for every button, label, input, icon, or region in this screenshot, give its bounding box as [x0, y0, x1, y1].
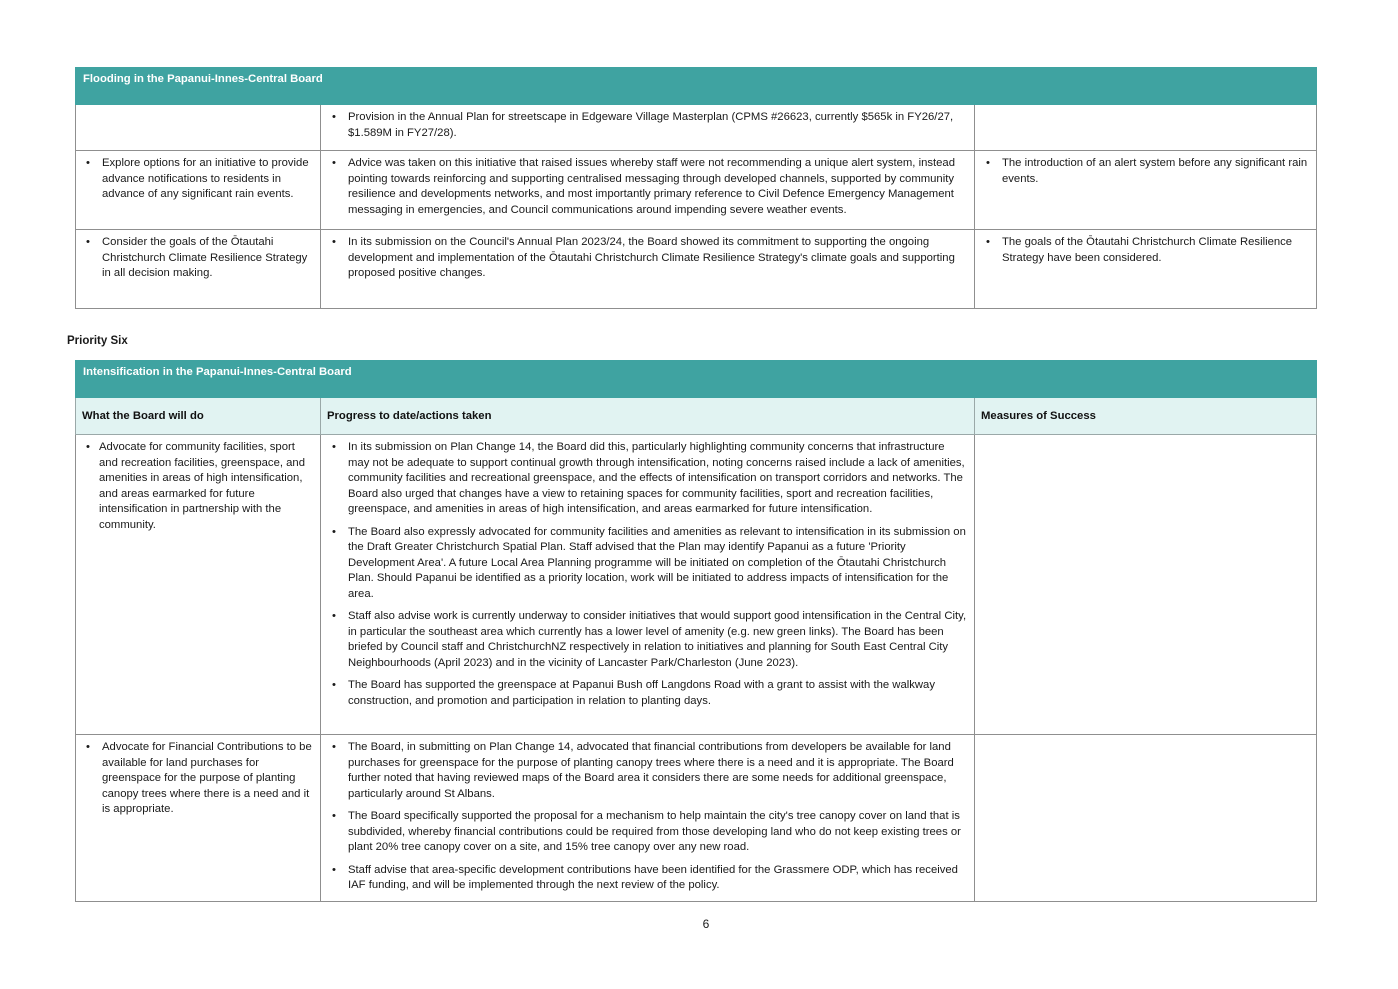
list-item: • Provision in the Annual Plan for streetscape in Edgeware Village Masterplan (CPMS #26623, currently $565k in FY26/27, $1.589M in FY27/28).	[348, 110, 968, 141]
section-heading: Priority Six	[67, 335, 128, 347]
column-header: What the Board will do	[76, 398, 321, 435]
bullet-list	[82, 740, 316, 818]
bullet-list	[981, 156, 1310, 187]
page-number: 6	[702, 917, 710, 931]
column-header: Progress to date/actions taken	[321, 398, 975, 435]
table-row	[76, 151, 1317, 230]
do-cell	[76, 735, 321, 902]
table-title: Intensification in the Papanui-Innes-Central Board	[76, 361, 1317, 398]
list-item: • Staff advise that area-specific development contributions have been identified for the Grassmere ODP, which has received IAF funding, and will be implemented through the next review of the policy.	[348, 863, 968, 894]
measures-cell	[975, 735, 1317, 902]
table-row	[76, 105, 1317, 151]
bullet-list	[82, 235, 310, 282]
bullet-list	[82, 440, 310, 533]
flooding-table	[75, 67, 1317, 309]
list-item: • Staff also advise work is currently underway to consider initiatives that would support good intensification in the Central City, in particular the southeast area which currently has a lower level of amenity (e.g. new green links). The Board has been briefed by Council staff and ChristchurchNZ respectively in relation to initiatives and planning for South East Central City Neighbourhoods (April 2023) and in the vicinity of Lancaster Park/Charleston (June 2023).	[348, 609, 968, 671]
progress-cell	[321, 151, 975, 230]
list-item: • The introduction of an alert system before any significant rain events.	[1002, 156, 1310, 187]
list-item: • In its submission on Plan Change 14, the Board did this, particularly highlighting community concerns that infrastructure may not be adequate to support continual growth through intensification, noting concerns raised include a lack of amenities, community facilities and recreational greenspace, and the effects of intensification on transport corridors and networks. The Board also urged that changes have a view to retaining spaces for community facilities, sport and recreation facilities, greenspace, and amenities in areas of high intensification, and areas earmarked for future intensification.	[348, 440, 968, 518]
list-item: • Advocate for community facilities, sport and recreation facilities, greenspace, and amenities in areas of high intensification, and areas earmarked for future intensification in partnership with the community.	[99, 440, 310, 533]
list-item: • Consider the goals of the Ōtautahi Christchurch Climate Resilience Strategy in all decision making.	[102, 235, 310, 282]
list-item: • Advocate for Financial Contributions to be available for land purchases for greenspace for the purpose of planting canopy trees where there is a need and it is appropriate.	[102, 740, 316, 818]
table-title: Flooding in the Papanui-Innes-Central Board	[76, 68, 1317, 105]
bullet-list	[327, 740, 968, 894]
bullet-list	[327, 440, 968, 709]
do-cell	[76, 105, 321, 151]
table-title-row	[76, 68, 1317, 105]
list-item: • The Board, in submitting on Plan Change 14, advocated that financial contributions from developers be available for land purchases for greenspace for the purpose of planting canopy trees where there is a need and it is appropriate. The Board further noted that having reviewed maps of the Board area it considers there are some needs for additional greenspace, particularly around St Albans.	[348, 740, 968, 802]
do-cell	[76, 230, 321, 309]
table-row	[76, 435, 1317, 735]
table-row	[76, 735, 1317, 902]
list-item: • In its submission on the Council's Annual Plan 2023/24, the Board showed its commitment to supporting the ongoing development and implementation of the Ōtautahi Christchurch Climate Resilience Strategy's climate goals and supporting proposed positive changes.	[348, 235, 968, 282]
progress-cell	[321, 105, 975, 151]
intensification-table	[75, 360, 1317, 902]
column-header: Measures of Success	[975, 398, 1317, 435]
list-item: • Advice was taken on this initiative that raised issues whereby staff were not recommending a unique alert system, instead pointing towards reinforcing and supporting centralised messaging through developed channels, supported by community resilience and developments networks, and most importantly primary reference to Civil Defence Emergency Management messaging in emergencies, and Council communications around impending severe weather events.	[348, 156, 968, 218]
progress-cell	[321, 735, 975, 902]
list-item: • The Board also expressly advocated for community facilities and amenities as relevant to intensification in its submission on the Draft Greater Christchurch Spatial Plan. Staff advised that the Plan may identify Papanui as a future 'Priority Development Area'. A future Local Area Planning programme will be initiated on completion of the Ōtautahi Christchurch Plan. Should Papanui be identified as a priority location, work will be initiated to address impacts of intensification for the area.	[348, 525, 968, 603]
bullet-list	[327, 156, 968, 218]
list-item: • Explore options for an initiative to provide advance notifications to residents in advance of any significant rain events.	[102, 156, 310, 203]
measures-cell	[975, 435, 1317, 735]
table-row	[76, 230, 1317, 309]
bullet-list	[82, 156, 310, 203]
bullet-list	[981, 235, 1310, 266]
measures-cell	[975, 230, 1317, 309]
measures-cell	[975, 105, 1317, 151]
progress-cell	[321, 435, 975, 735]
bullet-list	[327, 110, 968, 141]
do-cell	[76, 151, 321, 230]
progress-cell	[321, 230, 975, 309]
do-cell	[76, 435, 321, 735]
list-item: • The Board has supported the greenspace at Papanui Bush off Langdons Road with a grant to assist with the walkway construction, and promotion and participation in relation to planting days.	[348, 678, 968, 709]
bullet-list	[327, 235, 968, 282]
list-item: • The goals of the Ōtautahi Christchurch Climate Resilience Strategy have been considered.	[1002, 235, 1310, 266]
list-item: • The Board specifically supported the proposal for a mechanism to help maintain the city's tree canopy cover on land that is subdivided, whereby financial contributions could be required from those developing land who do not keep existing trees or plant 20% tree canopy cover on a site, and 15% tree canopy over any new road.	[348, 809, 968, 856]
table-title-row	[76, 361, 1317, 398]
header-row	[76, 398, 1317, 435]
measures-cell	[975, 151, 1317, 230]
